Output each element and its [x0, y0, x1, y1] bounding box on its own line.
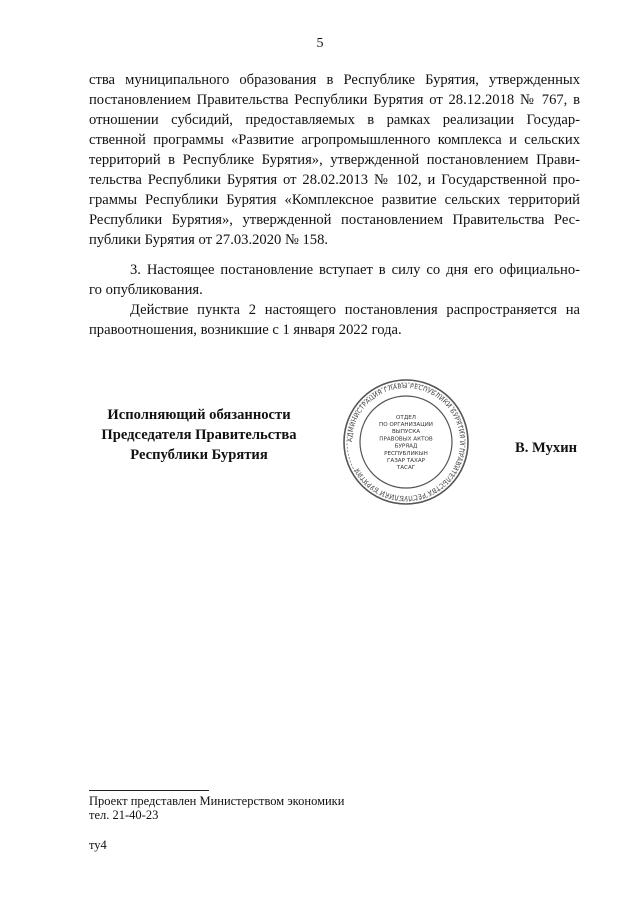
seal-inner-line: ГАЗАР ТАХАР [386, 458, 426, 464]
footnote-rule [89, 790, 209, 791]
seal-graphic [342, 378, 470, 506]
seal-inner-line: РЕСПУБЛИКЫН [384, 450, 428, 457]
seal-inner-line: ПРАВОВЫХ АКТОВ [379, 436, 433, 443]
body-line: территорий в Республике Бурятия», утвержденной постановлением Прави- [89, 152, 580, 168]
signatory-name: В. Мухин [515, 440, 578, 456]
official-seal [342, 378, 470, 506]
body-line: ственной программы «Развитие агропромышленного комплекса и сельских [89, 132, 580, 148]
body-line: постановлением Правительства Республики Бурятия от 28.12.2018 № 767, в [89, 92, 580, 108]
body-line: тельства Республики Бурятия от 28.02.2013 № 102, и Государственной про- [89, 172, 580, 188]
footnote-line: Проект представлен Министерством экономики [89, 794, 345, 808]
svg-text:АДМИНИСТРАЦИЯ ГЛАВЫ РЕСПУБЛИКИ: АДМИНИСТРАЦИЯ ГЛАВЫ РЕСПУБЛИКИ БУРЯТИЯ И ПРАВИТЕЛЬСТВА РЕСПУБЛИКИ БУРЯТИЯ [346, 382, 466, 502]
body-line: публики Бурятия от 27.03.2020 № 158. [89, 232, 329, 248]
seal-inner-line: ВЫПУСКА [391, 429, 421, 436]
clause-4-line: Действие пункта 2 настоящего постановления распространяется на [130, 302, 580, 318]
seal-inner-line: БУРЯАД [394, 443, 418, 450]
body-line: граммы Республики Бурятия «Комплексное развитие сельских территорий [89, 192, 580, 208]
seal-inner-line: ТАСАГ [396, 465, 416, 472]
signature-title-line: Председателя Правительства [101, 427, 297, 443]
document-code: ту4 [89, 838, 107, 852]
body-line: Республики Бурятия», утвержденной постановлением Правительства Рес- [89, 212, 580, 228]
signature-title-line: Республики Бурятия [130, 447, 268, 463]
signature-title [89, 405, 309, 465]
body-line: ства муниципального образования в Республике Бурятия, утвержденных [89, 72, 580, 88]
seal-inner-line: ОТДЕЛ [396, 414, 416, 421]
seal-inner-line: ПО ОРГАНИЗАЦИИ [379, 422, 433, 428]
clause-3-line: го опубликования. [89, 282, 203, 298]
page-number: 5 [316, 36, 324, 51]
signature-title-line: Исполняющий обязанности [107, 407, 291, 423]
clause-3-line: 3. Настоящее постановление вступает в силу со дня его официально- [130, 262, 580, 278]
footnote-phone: тел. 21-40-23 [89, 808, 159, 822]
clause-4-line: правоотношения, возникшие с 1 января 2022 года. [89, 322, 402, 338]
body-line: отношении субсидий, предоставляемых в рамках реализации Государ- [89, 112, 580, 128]
